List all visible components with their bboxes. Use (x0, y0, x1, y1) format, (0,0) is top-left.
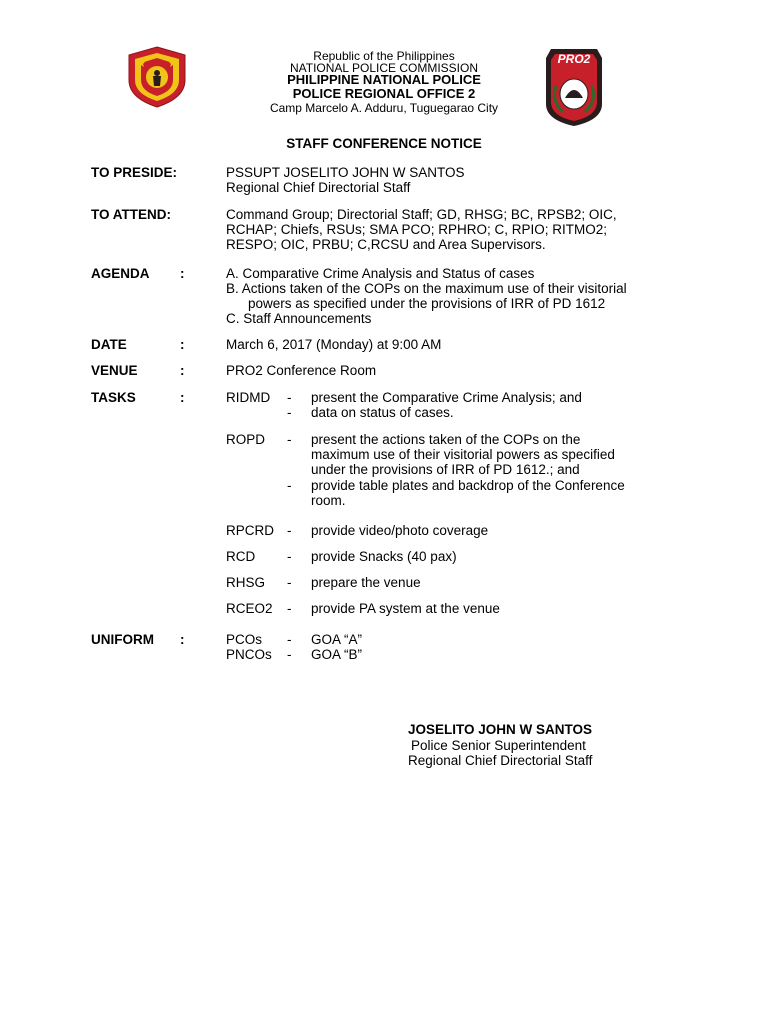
task-text: prepare the venue (311, 575, 421, 590)
agenda-label: AGENDA (91, 266, 150, 281)
date-value: March 6, 2017 (Monday) at 9:00 AM (226, 337, 442, 352)
header-camp: Camp Marcelo A. Adduru, Tuguegarao City (269, 101, 499, 115)
header-republic: Republic of the Philippines (313, 49, 455, 63)
header-napolcom: NATIONAL POLICE COMMISSION (289, 61, 479, 75)
uniform-dash: - (287, 632, 292, 647)
uniform-colon: : (180, 632, 185, 647)
agenda-item-c: C. Staff Announcements (226, 311, 372, 326)
preside-position: Regional Chief Directorial Staff (226, 180, 411, 195)
uniform-value: GOA “B” (311, 647, 363, 662)
tasks-colon: : (180, 390, 185, 405)
task-text: data on status of cases. (311, 405, 454, 420)
signatory-rank: Police Senior Superintendent (411, 738, 586, 753)
attend-line: RESPO; OIC, PRBU; C,RCSU and Area Supervisors. (226, 237, 546, 252)
task-text: provide Snacks (40 pax) (311, 549, 457, 564)
task-text: provide video/photo coverage (311, 523, 489, 538)
task-unit: ROPD (226, 432, 266, 447)
pro2-logo-text: PRO2 (557, 52, 591, 66)
preside-name: PSSUPT JOSELITO JOHN W SANTOS (226, 165, 465, 180)
agenda-colon: : (180, 266, 185, 281)
task-dash: - (287, 432, 292, 447)
agenda-item-b-cont: powers as specified under the provisions of IRR of PD 1612 (248, 296, 606, 311)
venue-colon: : (180, 363, 185, 378)
task-dash: - (287, 478, 292, 493)
date-colon: : (180, 337, 185, 352)
venue-label: VENUE (91, 363, 138, 378)
uniform-value: GOA “A” (311, 632, 363, 647)
task-text: room. (311, 493, 346, 508)
uniform-unit: PCOs (226, 632, 263, 647)
attend-line: RCHAP; Chiefs, RSUs; SMA PCO; RPHRO; C, RPIO; RITMO2; (226, 222, 608, 237)
signatory-position: Regional Chief Directorial Staff (408, 753, 593, 768)
task-dash: - (287, 601, 292, 616)
task-text: present the Comparative Crime Analysis; and (311, 390, 582, 405)
task-text: maximum use of their visitorial powers as specified (311, 447, 615, 462)
uniform-unit: PNCOs (226, 647, 272, 662)
uniform-label: UNIFORM (91, 632, 154, 647)
date-label: DATE (91, 337, 127, 352)
agenda-item-a: A. Comparative Crime Analysis and Status of cases (226, 266, 535, 281)
task-dash: - (287, 549, 292, 564)
task-unit: RCEO2 (226, 601, 273, 616)
tasks-label: TASKS (91, 390, 136, 405)
task-dash: - (287, 523, 292, 538)
signatory-name: JOSELITO JOHN W SANTOS (408, 722, 593, 737)
task-unit: RPCRD (226, 523, 275, 538)
header-pnp: PHILIPPINE NATIONAL POLICE (287, 72, 481, 87)
task-text: provide PA system at the venue (311, 601, 500, 616)
preside-label: TO PRESIDE: (91, 165, 178, 180)
task-dash: - (287, 390, 292, 405)
venue-value: PRO2 Conference Room (226, 363, 377, 378)
task-dash: - (287, 575, 292, 590)
task-text: provide table plates and backdrop of the Conference (311, 478, 625, 493)
page-title: STAFF CONFERENCE NOTICE (286, 136, 482, 151)
task-unit: RCD (226, 549, 256, 564)
agenda-item-b: B. Actions taken of the COPs on the maximum use of their visitorial (226, 281, 627, 296)
task-text: under the provisions of IRR of PD 1612.; and (311, 462, 580, 477)
task-dash: - (287, 405, 292, 420)
task-unit: RIDMD (226, 390, 271, 405)
task-text: present the actions taken of the COPs on the (311, 432, 581, 447)
attend-line: Command Group; Directorial Staff; GD, RHSG; BC, RPSB2; OIC, (226, 207, 617, 222)
task-unit: RHSG (226, 575, 266, 590)
header-pro2: POLICE REGIONAL OFFICE 2 (292, 86, 476, 101)
uniform-dash: - (287, 647, 292, 662)
attend-label: TO ATTEND: (91, 207, 171, 222)
